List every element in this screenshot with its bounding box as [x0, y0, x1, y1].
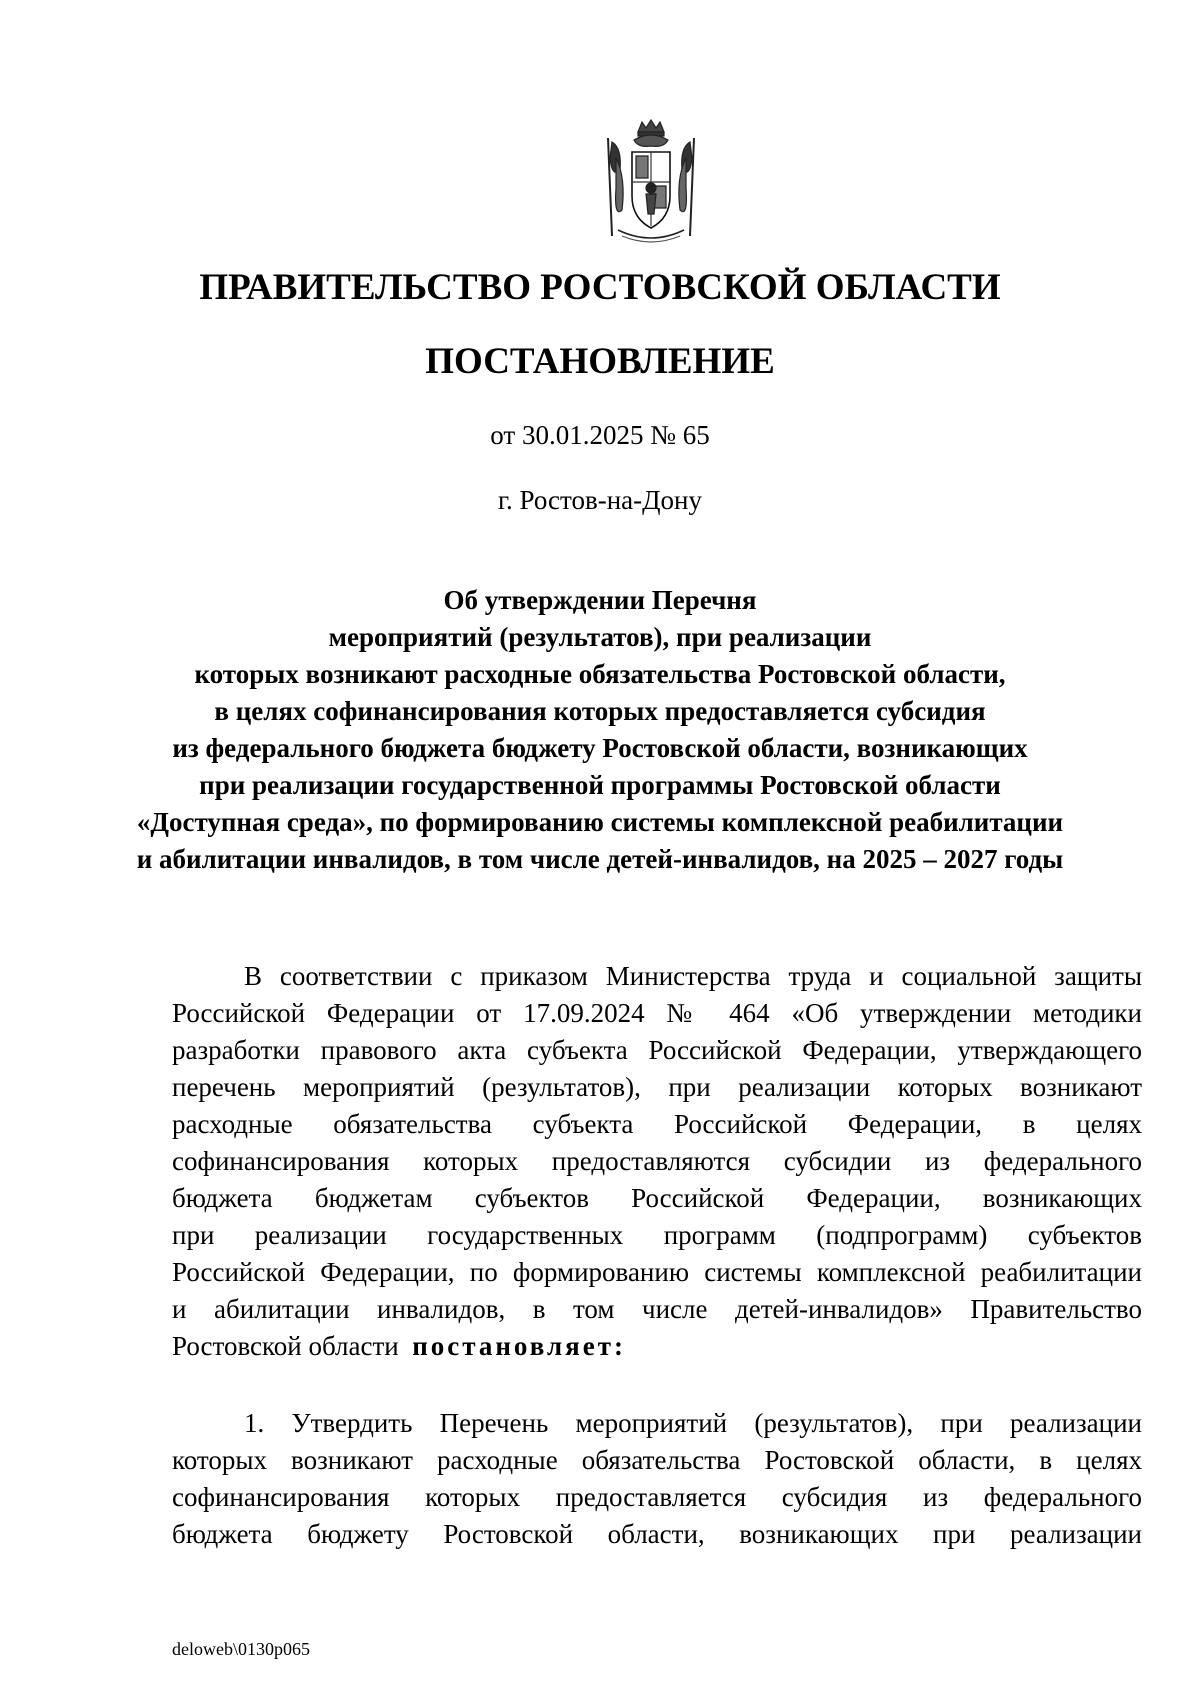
preamble-line: софинансирования которых предоставляются субсидии из федерального	[172, 1146, 1142, 1176]
subject-line: и абилитации инвалидов, в том числе детей-инвалидов, на 2025 – 2027 годы	[136, 844, 1064, 874]
decree-word: постановляет:	[412, 1331, 626, 1361]
subject-line: мероприятий (результатов), при реализации	[328, 622, 872, 652]
subject-line: в целях софинансирования которых предоставляется субсидия	[214, 696, 986, 726]
rostov-oblast-coat-of-arms-icon	[598, 118, 704, 246]
preamble-line: разработки правового акта субъекта Российской Федерации, утверждающего	[172, 1035, 1142, 1065]
preamble-line: и абилитации инвалидов, в том числе детей-инвалидов» Правительство	[172, 1294, 1142, 1324]
item-1-line: которых возникают расходные обязательства Ростовской области, в целях	[172, 1445, 1142, 1475]
item-1-line: софинансирования которых предоставляется субсидия из федерального	[172, 1482, 1142, 1512]
government-title: ПРАВИТЕЛЬСТВО РОСТОВСКОЙ ОБЛАСТИ	[199, 267, 1001, 308]
preamble-line: В соответствии с приказом Министерства труда и социальной защиты	[244, 961, 1142, 991]
item-1-paragraph	[172, 1405, 1142, 1553]
document-type: ПОСТАНОВЛЕНИЕ	[425, 341, 775, 382]
preamble-last-text: Ростовской области	[172, 1331, 399, 1361]
preamble-line: Российской Федерации, по формированию системы комплексной реабилитации	[172, 1257, 1142, 1287]
preamble-line: при реализации государственных программ (подпрограмм) субъектов	[172, 1220, 1142, 1250]
preamble-line: Российской Федерации от 17.09.2024 № 464 «Об утверждении методики	[172, 998, 1142, 1028]
document-date-number: от 30.01.2025 № 65	[490, 420, 710, 450]
subject-line: из федерального бюджета бюджету Ростовской области, возникающих	[172, 733, 1028, 763]
preamble-line: расходные обязательства субъекта Российской Федерации, в целях	[172, 1109, 1142, 1139]
footer-document-code: deloweb\0130p065	[172, 1639, 310, 1659]
item-1-line: 1. Утвердить Перечень мероприятий (результатов), при реализации	[244, 1408, 1142, 1438]
preamble-line: перечень мероприятий (результатов), при реализации которых возникают	[172, 1072, 1142, 1102]
preamble-line: бюджета бюджетам субъектов Российской Федерации, возникающих	[172, 1183, 1142, 1213]
document-city: г. Ростов-на-Дону	[497, 485, 702, 515]
subject-line: при реализации государственной программы Ростовской области	[199, 770, 1001, 800]
preamble-paragraph	[172, 958, 1142, 1365]
item-1-line: бюджета бюджету Ростовской области, возникающих при реализации	[172, 1519, 1142, 1549]
subject-line: «Доступная среда», по формированию системы комплексной реабилитации	[136, 807, 1064, 837]
preamble-last-line	[172, 1328, 1142, 1365]
subject-line: Об утверждении Перечня	[443, 585, 757, 615]
document-subject	[0, 582, 1200, 878]
subject-line: которых возникают расходные обязательства Ростовской области,	[194, 659, 1006, 689]
